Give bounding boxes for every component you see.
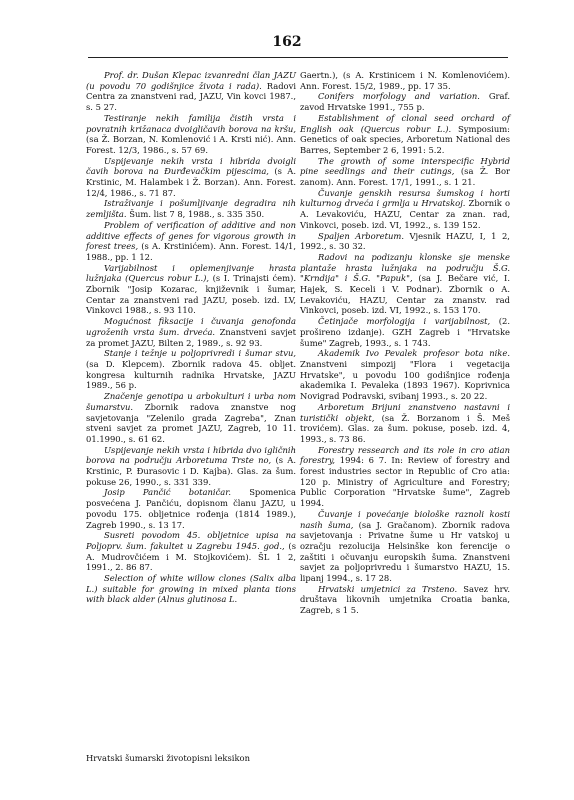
- entry-reference: Symposium: Genetics of oak species, Arboretum National des Barres, September 2 6, 1991: 5.2.: [300, 123, 510, 155]
- footer-title: Hrvatski šumarski životopisni leksikon: [86, 753, 250, 763]
- bibliography-entry: [300, 316, 510, 348]
- entry-title: Conifers morfology and variation.: [318, 91, 480, 102]
- bibliography-entry: [86, 573, 296, 605]
- bibliography-entry: [86, 220, 296, 263]
- bibliography-entry: [300, 402, 510, 445]
- bibliography-entry: [300, 509, 510, 584]
- entry-title: Akademik Ivo Pevalek profesor bota nike.: [318, 348, 510, 359]
- entry-reference: Šum. list 7 8, 1988., s. 335 350.: [126, 209, 265, 220]
- bibliography-entry: [86, 198, 296, 219]
- entry-title: Problem of verification of additive and non additive effects of genes for vigorous growth in forest trees,: [86, 219, 296, 252]
- entry-title: Josip Pančić botaničar.: [104, 487, 232, 498]
- entry-title: Mogućnost fiksacije i čuvanja genofonda ugroženih vrsta šum. drveća.: [86, 316, 296, 337]
- entry-reference: (sa Ž. Bor zanom). Ann. Forest. 17/1, 1991., s. 1 21.: [300, 166, 510, 188]
- bibliography-entry: [86, 348, 296, 391]
- entry-title: Uspijevanje nekih vrsta i hibrida dvoigli čavih borova na Đurđevačkim pijescima,: [86, 155, 296, 177]
- entry-reference: Znanstveni savjet za promet JAZU, Bilten 2, 1989., s. 92 93.: [86, 326, 296, 348]
- bibliography-entry: [86, 156, 296, 199]
- entry-title: Istraživanje i pošumljivanje degradira nih zemljišta.: [86, 198, 296, 220]
- entry-reference: Spomenica posvećena J. Pančiću, dopisnom članu JAZU, u povodu 175. obljetnice rođenja (1814 1989.), Zagreb 1990., s. 13 17.: [86, 487, 296, 530]
- entry-reference: (s A. Mudrovčićem i M. Stojkovićem). ŠL 1 2, 1991., 2. 86 87.: [86, 540, 296, 573]
- page-number: 162: [272, 34, 302, 50]
- entry-reference: (s A. Krstinic, M. Halambek i Ž. Borzan). Ann. Forest. 12/4, 1986., s. 71 87.: [86, 166, 297, 198]
- entry-reference: Zbornik radova znanstve nog savjetovanja "Zelenilo grada Zagreba", Znan stveni savjet za promet JAZU, Zagreb, 10 11. 01.1990., s. 61 62.: [86, 401, 296, 444]
- bibliography-entry: [300, 584, 510, 616]
- bibliography-entry: [86, 70, 296, 113]
- entry-title: Arboretum Brijuni znanstveno nastavni i turistički objekt,: [300, 401, 510, 423]
- right-column: [300, 70, 510, 616]
- entry-title: Značenje genotipa u arbokulturi i urba nom šumarstvu.: [86, 391, 296, 412]
- entry-reference: Zbornik o A. Levakoviću, HAZU, Centar za znan. rad, Vinkovci, poseb. izd. VI, 1992., s. 139 152.: [300, 198, 510, 230]
- entry-reference: (sa J. Bečare vić, I. Hajek, S. Keceli i V. Podnar). Zbornik o A. Levakoviću, HAZU, Centar za znanstv. rad Vinkovci, poseb. izd. VI, 1992., s. 153 170.: [300, 273, 510, 316]
- entry-reference: Graf. zavod Hrvatske 1991., 755 p.: [300, 91, 511, 113]
- bibliography-entry: [300, 252, 510, 316]
- entry-reference: Gaertn.), (s A. Krstinicem i N. Komlenovićem). Ann. Forest. 15/2, 1989., pp. 17 35.: [300, 70, 510, 91]
- entry-reference: (2. prošireno izdanje). GZH Zagreb i "Hrvatske šume" Zagreb, 1993., s. 1 743.: [300, 316, 510, 348]
- entry-title: Četinjače morfologija i varijabilnost,: [318, 316, 491, 327]
- bibliography-entry: [300, 188, 510, 231]
- entry-reference: Znanstveni simpozij "Flora i vegetacija Hrvatske", u povodu 100 godišnjice rođenja akademika I. Pevaleka (1893 1967). Koprivnica Novigrad Podravski, svibanj 1993., s. 20 22.: [300, 358, 510, 402]
- entry-reference: 1994: 6 7. In: Review of forestry and forest industries sector in Republic of Cro atia: 120 p. Ministry of Agriculture and Forestry; Public Corporation "Hrvatske šume", Zagreb 1994.: [300, 455, 510, 509]
- left-column: [86, 70, 296, 605]
- bibliography-entry: [86, 263, 296, 317]
- entry-title: Varijabilnost i oplemenjivanje hrasta lužnjaka (Quercus robur L.),: [86, 262, 296, 284]
- entry-title: Čuvanje genskih resursa šumskog i horti kulturnog drveća i grmlja u Hrvatskoj.: [300, 187, 510, 209]
- entry-title: Prof. dr. Dušan Klepac izvanredni član JAZU (u povodu 70 godišnjice života i rada).: [86, 70, 296, 91]
- bibliography-entry: [300, 348, 510, 402]
- entry-reference: Vjesnik HAZU, I, 1 2, 1992., s. 30 32.: [300, 230, 510, 252]
- entry-title: Selection of white willow clones (Salix alba L.) suitable for growing in mixed planta tions with black alder (Alnus glutinosa L.: [86, 573, 296, 605]
- bibliography-entry: [300, 113, 510, 156]
- entry-reference: (sa Ž. Borzan, N. Komlenović i A. Krsti nić). Ann. Forest. 12/3, 1986., s. 57 69.: [86, 134, 296, 155]
- entry-title: Forestry ressearch and its role in cro atian forestry,: [300, 444, 510, 466]
- entry-reference: (s A. Krstinic, P. Đurasovic i D. Kajba). Glas. za šum. pokuse 26, 1990., s. 331 339.: [86, 455, 296, 487]
- bibliography-entry: [300, 231, 510, 252]
- bibliography-entry: [86, 316, 296, 348]
- entry-title: Uspijevanje nekih vrsta i hibrida dvo igličnih borova na području Arboretuma Trste no,: [86, 444, 296, 466]
- entry-title: Stanje i težnje u poljoprivredi i šumar stvu,: [104, 348, 296, 359]
- bibliography-entry: [300, 70, 510, 91]
- entry-reference: (sa J. Gračanom). Zbornik radova savjetovanja : Privatne šume u Hr vatskoj u ozračju rezolucija Helsinške kon ferencije o zaštiti i očuvanju europskih šuma. Znanstveni savjet za poljoprivredu i šumarstvo HAZU, 15. lipanj 1994., s. 17 28.: [300, 519, 510, 584]
- entry-title: Susreti povodom 45. obljetnice upisa na Poljoprv. šum. fakultet u Zagrebu 1945. god.,: [86, 530, 296, 551]
- entry-reference: (sa D. Klepcem). Zbornik radova 45. obljet. kongresa kulturnih radnika Hrvatske, JAZU 1989., 56 p.: [86, 358, 296, 391]
- bibliography-entry: [300, 156, 510, 188]
- entry-title: Establishment of clonal seed orchard of English oak (Quercus robur L.).: [300, 112, 510, 134]
- bibliography-entry: [300, 445, 510, 509]
- bibliography-entry: [86, 113, 296, 156]
- bibliography-entry: [86, 530, 296, 573]
- entry-reference: Radovi Centra za znanstveni rad, JAZU, Vin kovci 1987., s. 5 27.: [86, 80, 297, 113]
- entry-title: Testiranje nekih familija čistih vrsta i povratnih križanaca dvoigličavih borova na kršu,: [86, 112, 296, 134]
- entry-reference: (sa Ž. Borzanom i Š. Meš trovićem). Glas. za šum. pokuse, poseb. izd. 4, 1993., s. 73 86.: [300, 412, 510, 444]
- bibliography-entry: [86, 391, 296, 445]
- bibliography-entry: [86, 487, 296, 530]
- entry-title: Čuvanje i povećanje biološke raznoli kosti nasih šuma,: [300, 508, 510, 530]
- entry-reference: (s I. Trinajsti ćem). Zbornik "Josip Kozarac, književnik i šumar, Centar za znanstveni rad JAZU, poseb. izd. LV, Vinkovci 1988., s. 93 110.: [86, 273, 296, 316]
- entry-title: Spaljen Arboretum.: [318, 230, 404, 241]
- entry-title: The growth of some interspecific Hybrid pine seedlings and their cutings,: [300, 155, 510, 177]
- entry-title: Radovi na podizanju klonske sje menske plantaže hrasta lužnjaka na području Š.G. "Krndija" i Š.G. "Papuk",: [300, 251, 510, 284]
- entry-reference: Savez hrv. društava likovnih umjetnika Croatia banka, Zagreb, s 1 5.: [300, 583, 510, 616]
- bibliography-entry: [86, 445, 296, 488]
- bibliography-entry: [300, 91, 510, 112]
- entry-reference: (s A. Krstinićem). Ann. Forest. 14/1, 1988., pp. 1 12.: [86, 241, 297, 262]
- header-rule: [88, 57, 508, 58]
- entry-title: Hrvatski umjetnici za Trsteno.: [318, 583, 458, 594]
